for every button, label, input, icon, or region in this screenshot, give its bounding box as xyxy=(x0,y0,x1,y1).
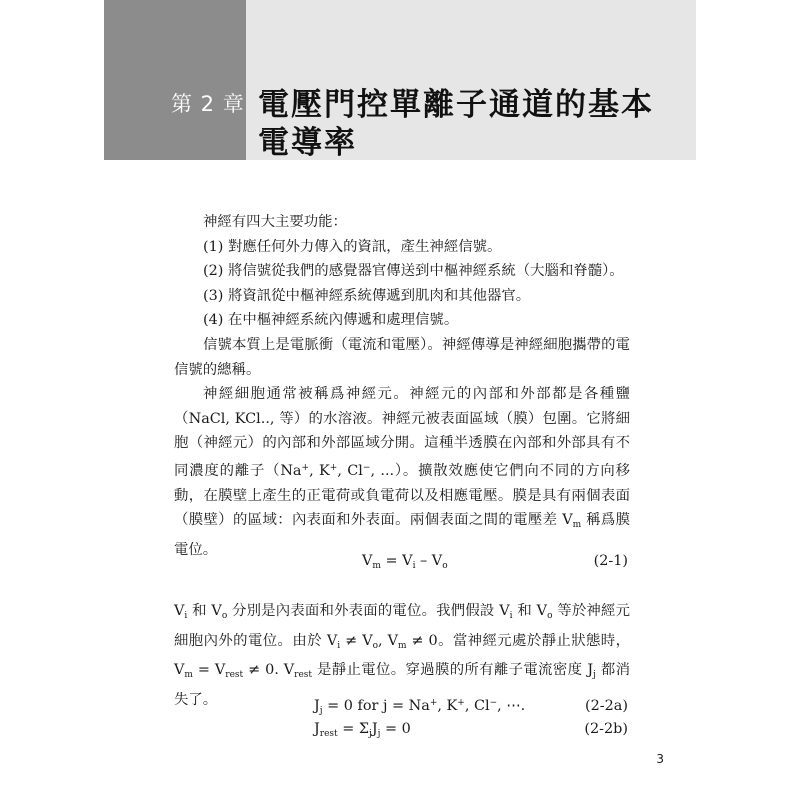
equation-number: (2-2b) xyxy=(584,721,628,737)
equation-number: (2-2a) xyxy=(585,698,628,714)
equation-2-2b: $J_{rest} = \Sigma_jJ_j = 0$ xyxy=(314,721,411,739)
chapter-label: 第 2 章 xyxy=(171,92,245,116)
equation-2-2a: $J_j = 0$ for j = Na+, K+, Cl−, ⋯. xyxy=(314,698,526,716)
paragraph-potential-text: $V_i$ 和 $V_o$ 分別是內表面和外表面的電位。我們假設 $V_i$ 和 $V_o$ 等於神經元細胞內外的電位。由於 $V_i \ne V_o$, $V_m \ne 0$。當神經元處於靜止狀態時，$V_m = V_{rest} \ne 0$. $V_{rest}$ 是靜止電位。穿過膜的所有離子電流密度 $J_j$ 都消失了。 xyxy=(174,603,631,708)
body-section xyxy=(174,210,630,562)
list-intro: 神經有四大主要功能： xyxy=(203,214,347,230)
equation-number: (2-1) xyxy=(593,553,628,569)
list-item: (2) 將信號從我們的感覺器官傳送到中樞神經系統（大腦和脊髓）。 xyxy=(203,263,624,280)
paragraph-signal: 信號本質上是電脈衝（電流和電壓）。神經傳導是神經細胞攜帶的電信號的總稱。 xyxy=(174,336,630,378)
list-item: (4) 在中樞神經系統內傳遞和處理信號。 xyxy=(203,312,459,329)
list-item: (1) 對應任何外力傳入的資訊，產生神經信號。 xyxy=(203,238,502,255)
list-item: (3) 將資訊從中樞神經系統傳遞到肌肉和其他器官。 xyxy=(203,287,531,304)
equation-2-1: $V_m = V_i - V_o$ xyxy=(362,553,448,571)
paragraph-potential xyxy=(174,599,630,712)
paragraph-neuron: 神經細胞通常被稱爲神經元。神經元的內部和外部都是各種鹽（NaCl, KCl.., 等）的水溶液。神經元被表面區域（膜）包圍。它將細胞（神經元）的內部和外部區域分開。這種半透膜在內部和外部具有不同濃度的離子（Na+, K+, Cl−, ...）。擴散效應使它們向不同的方向移動，在膜壁上產生的正電荷或負電荷以及相應電壓。膜是具有兩個表面（膜壁）的區域：內表面和外表面。兩個表面之間的電壓差 $V_m$ 稱爲膜電位。 xyxy=(174,386,630,558)
page-number: 3 xyxy=(656,752,664,766)
chapter-number-box xyxy=(104,0,246,160)
chapter-title: 電壓門控單離子通道的基本電導率 xyxy=(258,87,654,161)
